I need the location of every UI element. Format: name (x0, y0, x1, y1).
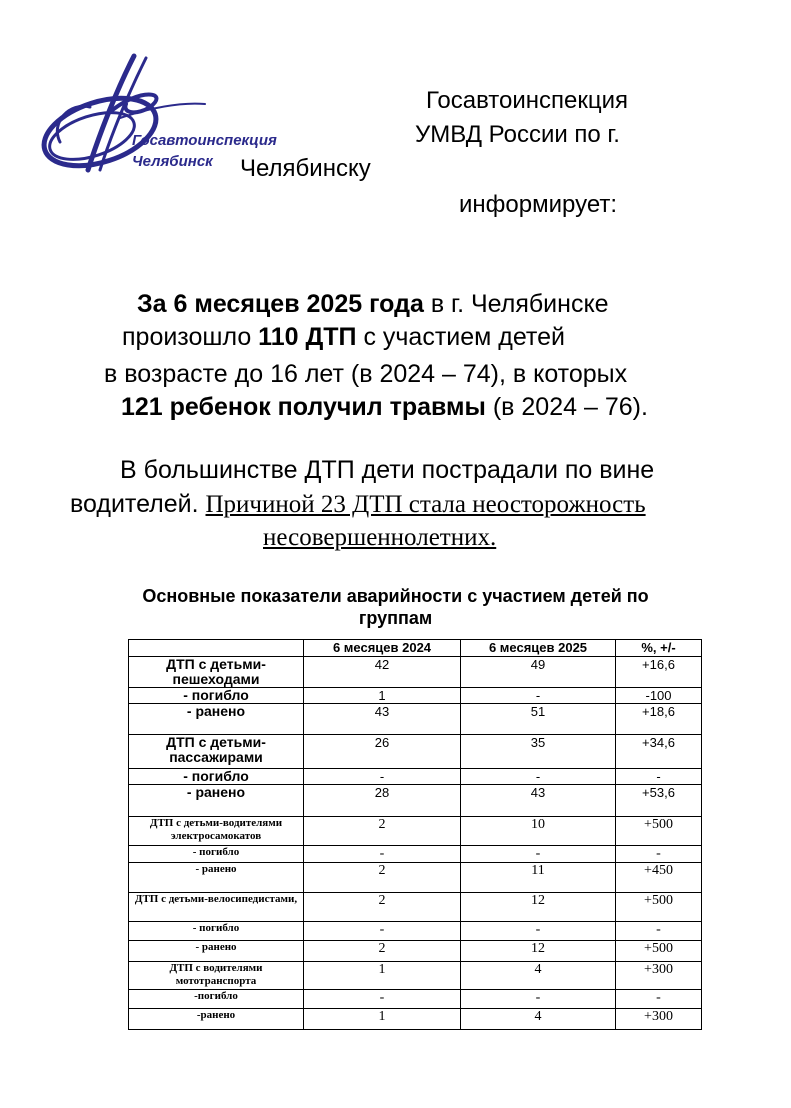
cell-percent: +53,6 (616, 785, 702, 817)
cell-2024: 2 (304, 941, 461, 962)
logo-text-line1: Госавтоинспекция (132, 132, 277, 149)
cell-2024: 28 (304, 785, 461, 817)
header-line-2: УМВД России по г. (415, 121, 620, 148)
cell-percent: +300 (616, 962, 702, 990)
summary-city: в г. Челябинске (423, 290, 609, 318)
row-label: - погибло (129, 922, 304, 941)
cell-2024: - (304, 922, 461, 941)
cell-2024: 43 (304, 704, 461, 735)
table-row (129, 893, 702, 922)
cell-percent: - (616, 990, 702, 1009)
cell-2025: 10 (461, 817, 616, 846)
table-row (129, 962, 702, 990)
cell-2024: 1 (304, 688, 461, 704)
table-row (129, 941, 702, 962)
row-label: -ранено (129, 1009, 304, 1030)
stats-table (128, 639, 702, 1030)
cell-percent: +18,6 (616, 704, 702, 735)
cell-2024: 2 (304, 893, 461, 922)
cell-percent: +34,6 (616, 735, 702, 769)
summary-occurred: произошло (122, 323, 259, 351)
header-cell-2024: 6 месяцев 2024 (304, 640, 461, 657)
summary-line-1 (137, 289, 609, 319)
cell-2025: 35 (461, 735, 616, 769)
cell-2025: 11 (461, 863, 616, 893)
cell-2025: 49 (461, 657, 616, 688)
header-cell-percent: %, +/- (616, 640, 702, 657)
cause-line-2 (70, 489, 646, 520)
row-label: - погибло (129, 769, 304, 785)
table-title (0, 585, 791, 629)
cell-2025: - (461, 846, 616, 863)
cell-2025: 43 (461, 785, 616, 817)
cell-2025: 4 (461, 1009, 616, 1030)
summary-with-children: с участием детей (356, 323, 565, 351)
summary-line-4 (121, 392, 648, 422)
cell-2025: 12 (461, 893, 616, 922)
header-cell-label (129, 640, 304, 657)
cell-percent: +450 (616, 863, 702, 893)
cell-2024: - (304, 846, 461, 863)
table-row (129, 704, 702, 735)
cell-2025: - (461, 990, 616, 1009)
cause-line-3: несовершеннолетних. (263, 524, 497, 551)
cell-percent: +500 (616, 893, 702, 922)
table-header-row (129, 640, 702, 657)
row-label: - погибло (129, 846, 304, 863)
cell-2024: 2 (304, 817, 461, 846)
row-label: - ранено (129, 704, 304, 735)
table-row (129, 922, 702, 941)
row-label: ДТП с детьми-пешеходами (129, 657, 304, 688)
header-line-1: Госавтоинспекция (426, 87, 629, 114)
summary-line-3: в возрасте до 16 лет (в 2024 – 74), в которых (104, 360, 628, 388)
table-row (129, 846, 702, 863)
row-label: - погибло (129, 688, 304, 704)
cell-percent: - (616, 922, 702, 941)
cell-percent: +500 (616, 941, 702, 962)
row-label: - ранено (129, 941, 304, 962)
header-cell-2025: 6 месяцев 2025 (461, 640, 616, 657)
cell-2025: 51 (461, 704, 616, 735)
summary-period: За 6 месяцев 2025 года (137, 290, 424, 318)
row-label: ДТП с детьми-водителями электросамокатов (129, 817, 304, 846)
row-label: ДТП с детьми-велосипедистами, (129, 893, 304, 922)
cell-percent: +500 (616, 817, 702, 846)
header-line-4: информирует: (459, 191, 618, 218)
table-row (129, 817, 702, 846)
cell-2024: 1 (304, 962, 461, 990)
cell-2024: 1 (304, 1009, 461, 1030)
cause-line-1: В большинстве ДТП дети пострадали по вине (120, 456, 655, 484)
table-row (129, 1009, 702, 1030)
cell-2024: 2 (304, 863, 461, 893)
header-line-3: Челябинску (240, 155, 371, 182)
cell-2024: 26 (304, 735, 461, 769)
table-row (129, 735, 702, 769)
summary-injured-count: 121 ребенок получил травмы (121, 393, 486, 421)
cell-2025: - (461, 922, 616, 941)
cell-2024: - (304, 769, 461, 785)
cell-percent: +16,6 (616, 657, 702, 688)
summary-line-2 (122, 322, 565, 352)
table-row (129, 990, 702, 1009)
row-label: - ранено (129, 863, 304, 893)
cell-percent: - (616, 769, 702, 785)
table-title-line-1: Основные показатели аварийности с участием детей по (142, 586, 649, 606)
row-label: ДТП с водителями мототранспорта (129, 962, 304, 990)
table-row (129, 688, 702, 704)
table-row (129, 769, 702, 785)
logo-text-line2: Челябинск (132, 153, 213, 170)
row-label: - ранено (129, 785, 304, 817)
table-row (129, 863, 702, 893)
table-row (129, 785, 702, 817)
row-label: -погибло (129, 990, 304, 1009)
cell-percent: +300 (616, 1009, 702, 1030)
row-label: ДТП с детьми-пассажирами (129, 735, 304, 769)
cell-percent: -100 (616, 688, 702, 704)
cause-drivers: водителей. (70, 490, 206, 518)
cell-2025: 4 (461, 962, 616, 990)
cell-percent: - (616, 846, 702, 863)
summary-injured-prev: (в 2024 – 76). (485, 393, 648, 421)
cell-2024: 42 (304, 657, 461, 688)
summary-accident-count: 110 ДТП (258, 323, 357, 351)
cell-2025: - (461, 769, 616, 785)
cell-2025: 12 (461, 941, 616, 962)
table-row (129, 657, 702, 688)
cause-minors-note: Причиной 23 ДТП стала неосторожность (205, 491, 646, 518)
table-title-line-2: группам (358, 608, 433, 628)
cell-2025: - (461, 688, 616, 704)
cell-2024: - (304, 990, 461, 1009)
